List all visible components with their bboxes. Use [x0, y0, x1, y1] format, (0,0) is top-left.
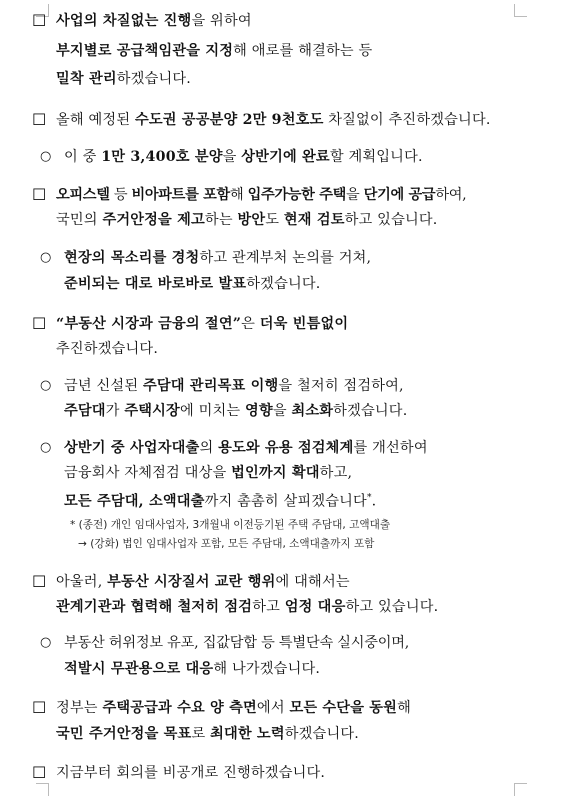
circle-bullet-icon: ○	[40, 440, 52, 455]
paragraph-line: 부지별로 공급책임관을 지정해 애로를 해결하는 등	[56, 43, 373, 59]
paragraph-line: 이 중 1만 3,400호 분양을 상반기에 완료할 계획입니다.	[64, 149, 423, 165]
paragraph-line: 지금부터 회의를 비공개로 진행하겠습니다.	[56, 765, 326, 781]
paragraph-line: 추진하겠습니다.	[56, 341, 159, 357]
crop-mark	[36, 783, 49, 796]
footnote: → (강화) 법인 임대사업자 포함, 모든 주담대, 소액대출까지 포함	[78, 538, 375, 550]
paragraph-line: 주담대가 주택시장에 미치는 영향을 최소화하겠습니다.	[64, 403, 408, 419]
square-bullet-icon: ☐	[32, 185, 47, 204]
paragraph-line: 밀착 관리하겠습니다.	[56, 71, 192, 87]
paragraph-line: 아울러, 부동산 시장질서 교란 행위에 대해서는	[56, 574, 350, 590]
paragraph-line: 모든 주담대, 소액대출까지 촘촘히 살피겠습니다*.	[64, 493, 377, 510]
paragraph-line: “부동산 시장과 금융의 절연”은 더욱 빈틈없이	[56, 316, 349, 332]
crop-mark	[514, 4, 527, 17]
paragraph-line: 부동산 허위정보 유포, 집값담합 등 특별단속 실시중이며,	[64, 635, 410, 651]
paragraph-line: 사업의 차질없는 진행을 위하여	[56, 13, 252, 29]
square-bullet-icon: ☐	[32, 314, 47, 333]
square-bullet-icon: ☐	[32, 11, 47, 30]
paragraph-line: 관계기관과 협력해 철저히 점검하고 엄정 대응하고 있습니다.	[56, 599, 439, 615]
paragraph-line: 국민 주거안정을 목표로 최대한 노력하겠습니다.	[56, 726, 359, 742]
paragraph-line: 상반기 중 사업자대출의 용도와 유용 점검체계를 개선하여	[64, 440, 428, 456]
circle-bullet-icon: ○	[40, 149, 52, 164]
square-bullet-icon: ☐	[32, 572, 47, 591]
square-bullet-icon: ☐	[32, 698, 47, 717]
paragraph-line: 적발시 무관용으로 대응해 나가겠습니다.	[64, 661, 321, 677]
footnote: * (종전) 개인 임대사업자, 3개월내 이전등기된 주택 주담대, 고액대출	[70, 519, 391, 531]
paragraph-line: 현장의 목소리를 경청하고 관계부처 논의를 거쳐,	[64, 250, 372, 266]
square-bullet-icon: ☐	[32, 110, 47, 129]
circle-bullet-icon: ○	[40, 250, 52, 265]
paragraph-line: 준비되는 대로 바로바로 발표하겠습니다.	[64, 276, 321, 292]
circle-bullet-icon: ○	[40, 635, 52, 650]
paragraph-line: 올해 예정된 수도권 공공분양 2만 9천호도 차질없이 추진하겠습니다.	[56, 112, 491, 128]
paragraph-line: 국민의 주거안정을 제고하는 방안도 현재 검토하고 있습니다.	[56, 212, 438, 228]
paragraph-line: 금융회사 자체점검 대상을 법인까지 확대하고,	[64, 465, 353, 481]
paragraph-line: 정부는 주택공급과 수요 양 측면에서 모든 수단을 동원해	[56, 700, 411, 716]
circle-bullet-icon: ○	[40, 378, 52, 393]
paragraph-line: 금년 신설된 주담대 관리목표 이행을 철저히 점검하여,	[64, 378, 404, 394]
paragraph-line: 오피스텔 등 비아파트를 포함해 입주가능한 주택을 단기에 공급하여,	[56, 187, 467, 203]
crop-mark	[514, 783, 527, 796]
square-bullet-icon: ☐	[32, 763, 47, 782]
